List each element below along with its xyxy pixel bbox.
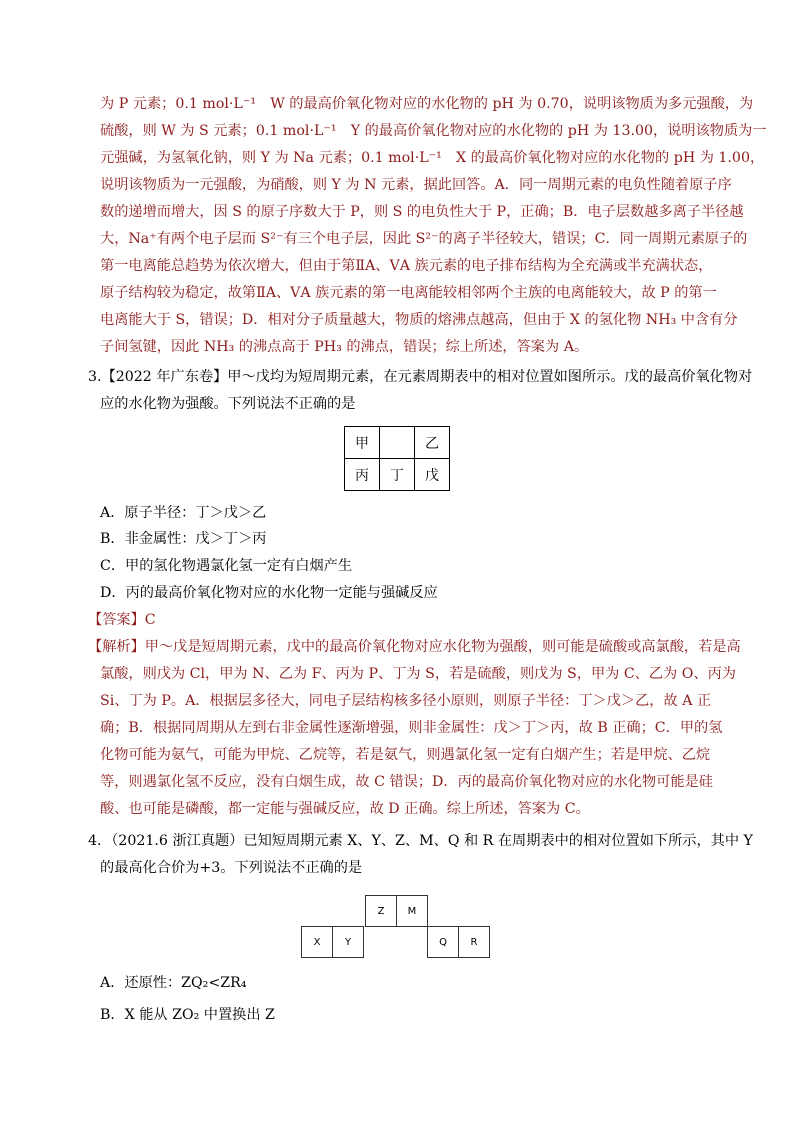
- analysis-label: 【解析】: [88, 639, 145, 655]
- answer-value: C: [144, 612, 156, 628]
- explanation-line: 第一电离能总趋势为依次增大，但由于第ⅡA、ⅤA 族元素的电子排布结构为全充满或半充满状态，: [100, 258, 713, 274]
- analysis-line: 酸、也可能是磷酸，都一定能与强碱反应，故 D 正确。综上所述，答案为 C。: [100, 801, 590, 817]
- question-4-stem-cont: 的最高化合价为+3。下列说法不正确的是: [100, 860, 363, 876]
- option-b: B．非金属性：戊＞丁＞丙: [100, 531, 267, 547]
- analysis-line: Si、丁为 P。A．根据层多径大，同电子层结构核多径小原则，则原子半径：丁＞戊＞乙，故 A 正: [100, 693, 712, 709]
- answer-line: [88, 607, 156, 634]
- question-3-stem: 3.【2022 年广东卷】甲～戊均为短周期元素，在元素周期表中的相对位置如图所示。戊的最高价氧化物对: [88, 369, 753, 385]
- periodic-table-fragment: [344, 426, 450, 491]
- table-cell: 乙: [415, 427, 450, 459]
- table-cell: 甲: [345, 427, 380, 459]
- table-cell: 丙: [345, 459, 380, 491]
- option-b: B．X 能从 ZO₂ 中置换出 Z: [100, 1007, 275, 1023]
- table-cell-empty: [380, 427, 415, 459]
- element-box-x: X: [301, 926, 333, 958]
- element-box-y: Y: [332, 926, 364, 958]
- explanation-line: 为 P 元素；0.1 mol·L⁻¹ W 的最高价氧化物对应的水化物的 pH 为 0.70，说明该物质为多元强酸，为: [100, 96, 754, 112]
- element-box-z: Z: [365, 895, 397, 927]
- element-box-q: Q: [427, 926, 459, 958]
- analysis-line: [88, 634, 741, 661]
- explanation-line: 元强碱，为氢氧化钠，则 Y 为 Na 元素；0.1 mol·L⁻¹ X 的最高价氧化物对应的水化物的 pH 为 1.00，: [100, 150, 765, 166]
- analysis-line: 化物可能为氨气，可能为甲烷、乙烷等，若是氨气，则遇氯化氢一定有白烟产生；若是甲烷、乙烷: [100, 747, 711, 763]
- table-cell: 戊: [415, 459, 450, 491]
- explanation-line: 说明该物质为一元强酸，为硝酸，则 Y 为 N 元素，据此回答。A．同一周期元素的电负性随着原子序: [100, 177, 732, 193]
- analysis-line: 确；B．根据同周期从左到右非金属性逐渐增强，则非金属性：戊＞丁＞丙，故 B 正确；C．甲的氢: [100, 720, 723, 736]
- answer-label: 【答案】: [88, 612, 145, 628]
- element-box-r: R: [458, 926, 490, 958]
- explanation-line: 电离能大于 S，错误；D．相对分子质量越大，物质的熔沸点越高，但由于 X 的氢化物 NH₃ 中含有分: [100, 312, 738, 328]
- explanation-line: 子间氢键，因此 NH₃ 的沸点高于 PH₃ 的沸点，错误；综上所述，答案为 A。: [100, 339, 589, 355]
- explanation-line: 数的递增而增大，因 S 的原子序数大于 P，则 S 的电负性大于 P，正确；B．电子层数越多离子半径越: [100, 204, 744, 220]
- explanation-line: 硫酸，则 W 为 S 元素；0.1 mol·L⁻¹ Y 的最高价氧化物对应的水化物的 pH 为 13.00，说明该物质为一: [100, 123, 767, 139]
- question-4-stem: 4．（2021.6 浙江真题）已知短周期元素 X、Y、Z、M、Q 和 R 在周期表中的相对位置如下所示，其中 Y: [88, 833, 753, 849]
- element-box-m: M: [396, 895, 428, 927]
- option-a: A．还原性：ZQ₂<ZR₄: [100, 975, 247, 991]
- explanation-line: 原子结构较为稳定，故第ⅡA、ⅤA 族元素的第一电离能较相邻两个主族的电离能较大，故 P 的第一: [100, 285, 717, 301]
- option-c: C．甲的氢化物遇氯化氢一定有白烟产生: [100, 558, 353, 574]
- option-d: D．丙的最高价氧化物对应的水化物一定能与强碱反应: [100, 585, 438, 601]
- table-cell: 丁: [380, 459, 415, 491]
- analysis-text: 甲～戊是短周期元素，戊中的最高价氧化物对应水化物为强酸，则可能是硫酸或高氯酸，若是高: [144, 639, 741, 655]
- analysis-line: 等，则遇氯化氢不反应，没有白烟生成，故 C 错误；D．丙的最高价氧化物对应的水化物可能是硅: [100, 774, 713, 790]
- explanation-line: 大，Na⁺有两个电子层而 S²⁻有三个电子层，因此 S²⁻的离子半径较大，错误；C．同一周期元素原子的: [100, 231, 748, 247]
- analysis-line: 氯酸，则戊为 Cl，甲为 N、乙为 F、丙为 P、丁为 S，若是硫酸，则戊为 S，甲为 C、乙为 O、丙为: [100, 666, 736, 682]
- option-a: A．原子半径：丁＞戊＞乙: [100, 505, 267, 521]
- question-3-stem-cont: 应的水化物为强酸。下列说法不正确的是: [100, 396, 356, 412]
